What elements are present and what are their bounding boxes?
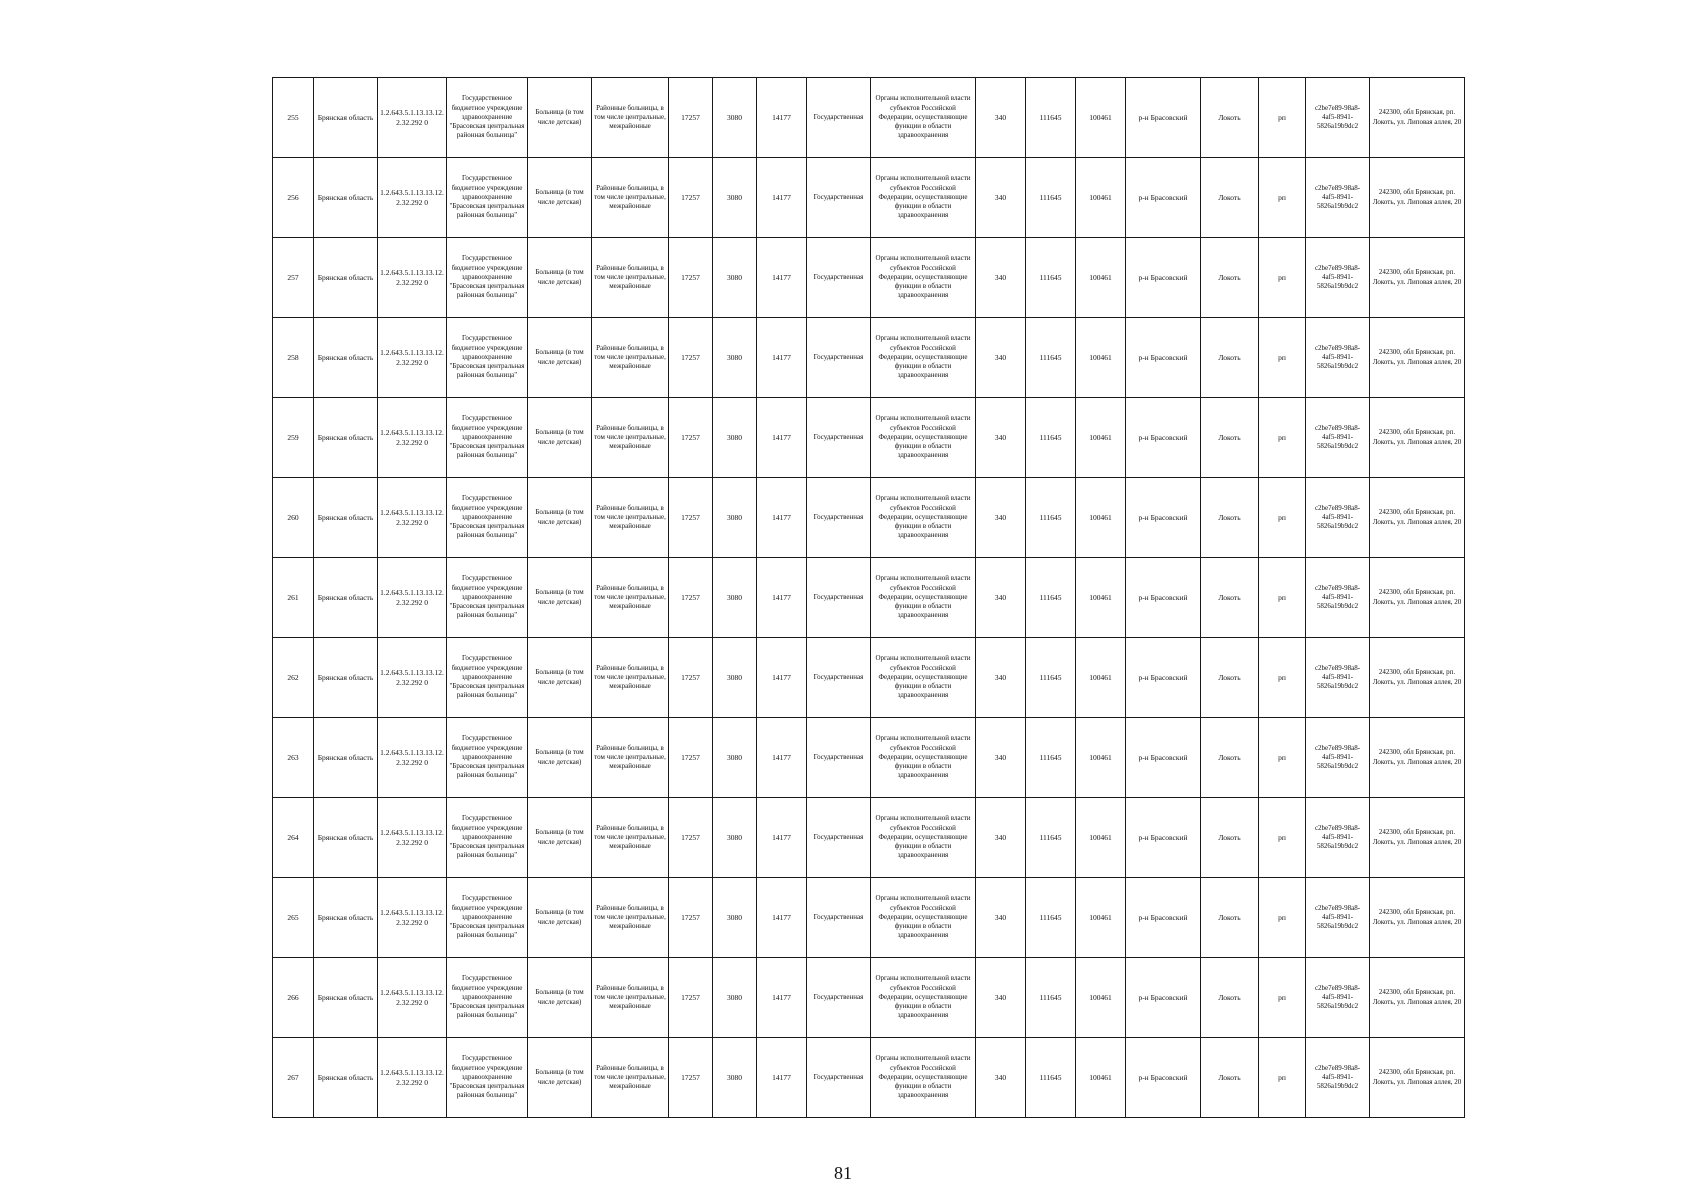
number-cell-6: 100461 <box>1076 1038 1126 1118</box>
district-cell: р-н Брасовский <box>1126 398 1201 478</box>
authority-cell: Органы исполнительной власти субъектов Российской Федерации, осуществляющие функции в области здравоохранения <box>871 478 976 558</box>
row-number-cell: 255 <box>273 78 314 158</box>
number-cell-6: 100461 <box>1076 638 1126 718</box>
locality-cell: Локоть <box>1201 238 1259 318</box>
number-cell-5: 111645 <box>1026 1038 1076 1118</box>
number-cell-3: 14177 <box>757 398 807 478</box>
address-cell: 242300, обл Брянская, рп. Локоть, ул. Липовая аллея, 20 <box>1370 958 1465 1038</box>
row-number-cell: 258 <box>273 318 314 398</box>
district-cell: р-н Брасовский <box>1126 558 1201 638</box>
number-cell-4: 340 <box>976 558 1026 638</box>
org-name-cell: Государственное бюджетное учреждение здравоохранение "Брасовская центральная районная больница" <box>447 638 528 718</box>
facility-type-cell: Больница (в том числе детская) <box>528 78 592 158</box>
number-cell-4: 340 <box>976 238 1026 318</box>
facility-type-cell: Больница (в том числе детская) <box>528 638 592 718</box>
row-number-cell: 262 <box>273 638 314 718</box>
ownership-cell: Государственная <box>807 398 871 478</box>
number-cell-4: 340 <box>976 158 1026 238</box>
address-cell: 242300, обл Брянская, рп. Локоть, ул. Липовая аллея, 20 <box>1370 718 1465 798</box>
region-cell: Брянская область <box>314 798 378 878</box>
facility-kind-cell: Районные больницы, в том числе центральные, межрайонные <box>592 878 669 958</box>
number-cell-1: 17257 <box>669 78 713 158</box>
region-cell: Брянская область <box>314 1038 378 1118</box>
region-cell: Брянская область <box>314 158 378 238</box>
number-cell-5: 111645 <box>1026 958 1076 1038</box>
number-cell-6: 100461 <box>1076 238 1126 318</box>
org-name-cell: Государственное бюджетное учреждение здравоохранение "Брасовская центральная районная больница" <box>447 478 528 558</box>
org-code-cell: 1.2.643.5.1.13.13.12.2.32.292 0 <box>378 638 447 718</box>
ownership-cell: Государственная <box>807 638 871 718</box>
district-cell: р-н Брасовский <box>1126 158 1201 238</box>
row-number-cell: 260 <box>273 478 314 558</box>
facility-kind-cell: Районные больницы, в том числе центральные, межрайонные <box>592 558 669 638</box>
facility-kind-cell: Районные больницы, в том числе центральные, межрайонные <box>592 1038 669 1118</box>
locality-type-cell: рп <box>1259 638 1306 718</box>
guid-cell: c2be7e89-98a8-4af5-8941-5826a19b9dc2 <box>1306 798 1370 878</box>
locality-cell: Локоть <box>1201 1038 1259 1118</box>
number-cell-4: 340 <box>976 798 1026 878</box>
number-cell-2: 3080 <box>713 958 757 1038</box>
org-name-cell: Государственное бюджетное учреждение здравоохранение "Брасовская центральная районная больница" <box>447 718 528 798</box>
authority-cell: Органы исполнительной власти субъектов Российской Федерации, осуществляющие функции в области здравоохранения <box>871 158 976 238</box>
table-row <box>273 158 1465 238</box>
ownership-cell: Государственная <box>807 718 871 798</box>
number-cell-3: 14177 <box>757 158 807 238</box>
org-code-cell: 1.2.643.5.1.13.13.12.2.32.292 0 <box>378 878 447 958</box>
facility-kind-cell: Районные больницы, в том числе центральные, межрайонные <box>592 718 669 798</box>
district-cell: р-н Брасовский <box>1126 638 1201 718</box>
org-code-cell: 1.2.643.5.1.13.13.12.2.32.292 0 <box>378 1038 447 1118</box>
org-name-cell: Государственное бюджетное учреждение здравоохранение "Брасовская центральная районная больница" <box>447 558 528 638</box>
org-name-cell: Государственное бюджетное учреждение здравоохранение "Брасовская центральная районная больница" <box>447 318 528 398</box>
ownership-cell: Государственная <box>807 478 871 558</box>
number-cell-3: 14177 <box>757 718 807 798</box>
number-cell-1: 17257 <box>669 1038 713 1118</box>
number-cell-5: 111645 <box>1026 638 1076 718</box>
region-cell: Брянская область <box>314 238 378 318</box>
locality-type-cell: рп <box>1259 78 1306 158</box>
address-cell: 242300, обл Брянская, рп. Локоть, ул. Липовая аллея, 20 <box>1370 478 1465 558</box>
number-cell-4: 340 <box>976 718 1026 798</box>
ownership-cell: Государственная <box>807 878 871 958</box>
number-cell-1: 17257 <box>669 718 713 798</box>
facility-kind-cell: Районные больницы, в том числе центральные, межрайонные <box>592 318 669 398</box>
number-cell-5: 111645 <box>1026 398 1076 478</box>
guid-cell: c2be7e89-98a8-4af5-8941-5826a19b9dc2 <box>1306 238 1370 318</box>
facility-kind-cell: Районные больницы, в том числе центральные, межрайонные <box>592 478 669 558</box>
number-cell-4: 340 <box>976 318 1026 398</box>
number-cell-6: 100461 <box>1076 158 1126 238</box>
org-name-cell: Государственное бюджетное учреждение здравоохранение "Брасовская центральная районная больница" <box>447 238 528 318</box>
region-cell: Брянская область <box>314 478 378 558</box>
number-cell-1: 17257 <box>669 318 713 398</box>
locality-cell: Локоть <box>1201 718 1259 798</box>
number-cell-3: 14177 <box>757 1038 807 1118</box>
facility-type-cell: Больница (в том числе детская) <box>528 718 592 798</box>
region-cell: Брянская область <box>314 558 378 638</box>
number-cell-1: 17257 <box>669 398 713 478</box>
ownership-cell: Государственная <box>807 958 871 1038</box>
number-cell-2: 3080 <box>713 798 757 878</box>
facility-type-cell: Больница (в том числе детская) <box>528 798 592 878</box>
address-cell: 242300, обл Брянская, рп. Локоть, ул. Липовая аллея, 20 <box>1370 318 1465 398</box>
number-cell-3: 14177 <box>757 238 807 318</box>
ownership-cell: Государственная <box>807 158 871 238</box>
org-name-cell: Государственное бюджетное учреждение здравоохранение "Брасовская центральная районная больница" <box>447 398 528 478</box>
table-row <box>273 398 1465 478</box>
number-cell-2: 3080 <box>713 78 757 158</box>
facility-type-cell: Больница (в том числе детская) <box>528 158 592 238</box>
number-cell-4: 340 <box>976 1038 1026 1118</box>
number-cell-2: 3080 <box>713 398 757 478</box>
row-number-cell: 257 <box>273 238 314 318</box>
row-number-cell: 265 <box>273 878 314 958</box>
org-name-cell: Государственное бюджетное учреждение здравоохранение "Брасовская центральная районная больница" <box>447 78 528 158</box>
number-cell-5: 111645 <box>1026 238 1076 318</box>
authority-cell: Органы исполнительной власти субъектов Российской Федерации, осуществляющие функции в области здравоохранения <box>871 1038 976 1118</box>
number-cell-3: 14177 <box>757 558 807 638</box>
district-cell: р-н Брасовский <box>1126 798 1201 878</box>
number-cell-5: 111645 <box>1026 478 1076 558</box>
locality-type-cell: рп <box>1259 558 1306 638</box>
facility-type-cell: Больница (в том числе детская) <box>528 558 592 638</box>
number-cell-2: 3080 <box>713 1038 757 1118</box>
guid-cell: c2be7e89-98a8-4af5-8941-5826a19b9dc2 <box>1306 718 1370 798</box>
number-cell-5: 111645 <box>1026 878 1076 958</box>
number-cell-1: 17257 <box>669 558 713 638</box>
table-row <box>273 78 1465 158</box>
guid-cell: c2be7e89-98a8-4af5-8941-5826a19b9dc2 <box>1306 1038 1370 1118</box>
ownership-cell: Государственная <box>807 1038 871 1118</box>
org-code-cell: 1.2.643.5.1.13.13.12.2.32.292 0 <box>378 958 447 1038</box>
authority-cell: Органы исполнительной власти субъектов Российской Федерации, осуществляющие функции в области здравоохранения <box>871 318 976 398</box>
number-cell-4: 340 <box>976 638 1026 718</box>
org-name-cell: Государственное бюджетное учреждение здравоохранение "Брасовская центральная районная больница" <box>447 958 528 1038</box>
org-name-cell: Государственное бюджетное учреждение здравоохранение "Брасовская центральная районная больница" <box>447 878 528 958</box>
address-cell: 242300, обл Брянская, рп. Локоть, ул. Липовая аллея, 20 <box>1370 558 1465 638</box>
number-cell-1: 17257 <box>669 478 713 558</box>
address-cell: 242300, обл Брянская, рп. Локоть, ул. Липовая аллея, 20 <box>1370 1038 1465 1118</box>
facility-type-cell: Больница (в том числе детская) <box>528 958 592 1038</box>
facility-type-cell: Больница (в том числе детская) <box>528 478 592 558</box>
org-code-cell: 1.2.643.5.1.13.13.12.2.32.292 0 <box>378 318 447 398</box>
address-cell: 242300, обл Брянская, рп. Локоть, ул. Липовая аллея, 20 <box>1370 878 1465 958</box>
locality-type-cell: рп <box>1259 398 1306 478</box>
number-cell-3: 14177 <box>757 878 807 958</box>
row-number-cell: 263 <box>273 718 314 798</box>
number-cell-4: 340 <box>976 398 1026 478</box>
locality-cell: Локоть <box>1201 638 1259 718</box>
region-cell: Брянская область <box>314 958 378 1038</box>
authority-cell: Органы исполнительной власти субъектов Российской Федерации, осуществляющие функции в области здравоохранения <box>871 878 976 958</box>
authority-cell: Органы исполнительной власти субъектов Российской Федерации, осуществляющие функции в области здравоохранения <box>871 638 976 718</box>
locality-cell: Локоть <box>1201 558 1259 638</box>
number-cell-4: 340 <box>976 478 1026 558</box>
facility-type-cell: Больница (в том числе детская) <box>528 878 592 958</box>
guid-cell: c2be7e89-98a8-4af5-8941-5826a19b9dc2 <box>1306 318 1370 398</box>
table-row <box>273 878 1465 958</box>
number-cell-3: 14177 <box>757 78 807 158</box>
address-cell: 242300, обл Брянская, рп. Локоть, ул. Липовая аллея, 20 <box>1370 238 1465 318</box>
org-name-cell: Государственное бюджетное учреждение здравоохранение "Брасовская центральная районная больница" <box>447 158 528 238</box>
facility-kind-cell: Районные больницы, в том числе центральные, межрайонные <box>592 158 669 238</box>
facility-type-cell: Больница (в том числе детская) <box>528 318 592 398</box>
locality-type-cell: рп <box>1259 478 1306 558</box>
table-row <box>273 318 1465 398</box>
locality-cell: Локоть <box>1201 798 1259 878</box>
number-cell-6: 100461 <box>1076 78 1126 158</box>
org-code-cell: 1.2.643.5.1.13.13.12.2.32.292 0 <box>378 798 447 878</box>
org-code-cell: 1.2.643.5.1.13.13.12.2.32.292 0 <box>378 478 447 558</box>
number-cell-5: 111645 <box>1026 78 1076 158</box>
number-cell-6: 100461 <box>1076 798 1126 878</box>
facility-kind-cell: Районные больницы, в том числе центральные, межрайонные <box>592 398 669 478</box>
number-cell-6: 100461 <box>1076 718 1126 798</box>
address-cell: 242300, обл Брянская, рп. Локоть, ул. Липовая аллея, 20 <box>1370 638 1465 718</box>
district-cell: р-н Брасовский <box>1126 78 1201 158</box>
locality-cell: Локоть <box>1201 318 1259 398</box>
table-row <box>273 238 1465 318</box>
authority-cell: Органы исполнительной власти субъектов Российской Федерации, осуществляющие функции в области здравоохранения <box>871 958 976 1038</box>
row-number-cell: 267 <box>273 1038 314 1118</box>
authority-cell: Органы исполнительной власти субъектов Российской Федерации, осуществляющие функции в области здравоохранения <box>871 718 976 798</box>
number-cell-5: 111645 <box>1026 718 1076 798</box>
guid-cell: c2be7e89-98a8-4af5-8941-5826a19b9dc2 <box>1306 878 1370 958</box>
number-cell-4: 340 <box>976 78 1026 158</box>
number-cell-2: 3080 <box>713 238 757 318</box>
guid-cell: c2be7e89-98a8-4af5-8941-5826a19b9dc2 <box>1306 638 1370 718</box>
number-cell-5: 111645 <box>1026 798 1076 878</box>
locality-type-cell: рп <box>1259 158 1306 238</box>
guid-cell: c2be7e89-98a8-4af5-8941-5826a19b9dc2 <box>1306 78 1370 158</box>
address-cell: 242300, обл Брянская, рп. Локоть, ул. Липовая аллея, 20 <box>1370 398 1465 478</box>
number-cell-2: 3080 <box>713 558 757 638</box>
ownership-cell: Государственная <box>807 238 871 318</box>
locality-cell: Локоть <box>1201 958 1259 1038</box>
page-number: 81 <box>834 1163 852 1183</box>
number-cell-1: 17257 <box>669 798 713 878</box>
locality-type-cell: рп <box>1259 958 1306 1038</box>
guid-cell: c2be7e89-98a8-4af5-8941-5826a19b9dc2 <box>1306 958 1370 1038</box>
number-cell-3: 14177 <box>757 798 807 878</box>
district-cell: р-н Брасовский <box>1126 238 1201 318</box>
region-cell: Брянская область <box>314 638 378 718</box>
table-row <box>273 1038 1465 1118</box>
org-code-cell: 1.2.643.5.1.13.13.12.2.32.292 0 <box>378 238 447 318</box>
guid-cell: c2be7e89-98a8-4af5-8941-5826a19b9dc2 <box>1306 478 1370 558</box>
guid-cell: c2be7e89-98a8-4af5-8941-5826a19b9dc2 <box>1306 558 1370 638</box>
guid-cell: c2be7e89-98a8-4af5-8941-5826a19b9dc2 <box>1306 398 1370 478</box>
ownership-cell: Государственная <box>807 318 871 398</box>
number-cell-2: 3080 <box>713 158 757 238</box>
number-cell-3: 14177 <box>757 318 807 398</box>
ownership-cell: Государственная <box>807 78 871 158</box>
number-cell-5: 111645 <box>1026 158 1076 238</box>
ownership-cell: Государственная <box>807 798 871 878</box>
facility-kind-cell: Районные больницы, в том числе центральные, межрайонные <box>592 958 669 1038</box>
row-number-cell: 256 <box>273 158 314 238</box>
address-cell: 242300, обл Брянская, рп. Локоть, ул. Липовая аллея, 20 <box>1370 798 1465 878</box>
locality-cell: Локоть <box>1201 478 1259 558</box>
facility-type-cell: Больница (в том числе детская) <box>528 1038 592 1118</box>
district-cell: р-н Брасовский <box>1126 1038 1201 1118</box>
authority-cell: Органы исполнительной власти субъектов Российской Федерации, осуществляющие функции в области здравоохранения <box>871 78 976 158</box>
org-name-cell: Государственное бюджетное учреждение здравоохранение "Брасовская центральная районная больница" <box>447 798 528 878</box>
district-cell: р-н Брасовский <box>1126 318 1201 398</box>
number-cell-2: 3080 <box>713 478 757 558</box>
number-cell-4: 340 <box>976 958 1026 1038</box>
number-cell-6: 100461 <box>1076 398 1126 478</box>
locality-cell: Локоть <box>1201 158 1259 238</box>
number-cell-6: 100461 <box>1076 558 1126 638</box>
org-code-cell: 1.2.643.5.1.13.13.12.2.32.292 0 <box>378 398 447 478</box>
number-cell-2: 3080 <box>713 318 757 398</box>
number-cell-3: 14177 <box>757 638 807 718</box>
locality-type-cell: рп <box>1259 798 1306 878</box>
locality-cell: Локоть <box>1201 878 1259 958</box>
org-code-cell: 1.2.643.5.1.13.13.12.2.32.292 0 <box>378 718 447 798</box>
facility-kind-cell: Районные больницы, в том числе центральные, межрайонные <box>592 638 669 718</box>
facility-type-cell: Больница (в том числе детская) <box>528 398 592 478</box>
table-row <box>273 558 1465 638</box>
number-cell-5: 111645 <box>1026 318 1076 398</box>
number-cell-1: 17257 <box>669 158 713 238</box>
authority-cell: Органы исполнительной власти субъектов Российской Федерации, осуществляющие функции в области здравоохранения <box>871 238 976 318</box>
number-cell-6: 100461 <box>1076 318 1126 398</box>
org-name-cell: Государственное бюджетное учреждение здравоохранение "Брасовская центральная районная больница" <box>447 1038 528 1118</box>
number-cell-1: 17257 <box>669 238 713 318</box>
org-code-cell: 1.2.643.5.1.13.13.12.2.32.292 0 <box>378 158 447 238</box>
row-number-cell: 261 <box>273 558 314 638</box>
locality-type-cell: рп <box>1259 318 1306 398</box>
number-cell-1: 17257 <box>669 638 713 718</box>
region-cell: Брянская область <box>314 78 378 158</box>
locality-cell: Локоть <box>1201 398 1259 478</box>
number-cell-3: 14177 <box>757 478 807 558</box>
number-cell-4: 340 <box>976 878 1026 958</box>
number-cell-2: 3080 <box>713 638 757 718</box>
locality-type-cell: рп <box>1259 1038 1306 1118</box>
table-row <box>273 798 1465 878</box>
authority-cell: Органы исполнительной власти субъектов Российской Федерации, осуществляющие функции в области здравоохранения <box>871 398 976 478</box>
number-cell-2: 3080 <box>713 718 757 798</box>
region-cell: Брянская область <box>314 718 378 798</box>
number-cell-6: 100461 <box>1076 958 1126 1038</box>
authority-cell: Органы исполнительной власти субъектов Российской Федерации, осуществляющие функции в области здравоохранения <box>871 558 976 638</box>
registry-body <box>273 78 1465 1118</box>
region-cell: Брянская область <box>314 878 378 958</box>
org-code-cell: 1.2.643.5.1.13.13.12.2.32.292 0 <box>378 78 447 158</box>
locality-type-cell: рп <box>1259 718 1306 798</box>
table-row <box>273 718 1465 798</box>
district-cell: р-н Брасовский <box>1126 718 1201 798</box>
region-cell: Брянская область <box>314 318 378 398</box>
table-row <box>273 638 1465 718</box>
table-row <box>273 958 1465 1038</box>
authority-cell: Органы исполнительной власти субъектов Российской Федерации, осуществляющие функции в области здравоохранения <box>871 798 976 878</box>
number-cell-6: 100461 <box>1076 878 1126 958</box>
address-cell: 242300, обл Брянская, рп. Локоть, ул. Липовая аллея, 20 <box>1370 78 1465 158</box>
number-cell-5: 111645 <box>1026 558 1076 638</box>
locality-type-cell: рп <box>1259 238 1306 318</box>
number-cell-2: 3080 <box>713 878 757 958</box>
ownership-cell: Государственная <box>807 558 871 638</box>
address-cell: 242300, обл Брянская, рп. Локоть, ул. Липовая аллея, 20 <box>1370 158 1465 238</box>
number-cell-6: 100461 <box>1076 478 1126 558</box>
number-cell-3: 14177 <box>757 958 807 1038</box>
district-cell: р-н Брасовский <box>1126 958 1201 1038</box>
facility-kind-cell: Районные больницы, в том числе центральные, межрайонные <box>592 78 669 158</box>
row-number-cell: 266 <box>273 958 314 1038</box>
guid-cell: c2be7e89-98a8-4af5-8941-5826a19b9dc2 <box>1306 158 1370 238</box>
district-cell: р-н Брасовский <box>1126 478 1201 558</box>
facility-type-cell: Больница (в том числе детская) <box>528 238 592 318</box>
number-cell-1: 17257 <box>669 878 713 958</box>
locality-type-cell: рп <box>1259 878 1306 958</box>
org-code-cell: 1.2.643.5.1.13.13.12.2.32.292 0 <box>378 558 447 638</box>
row-number-cell: 264 <box>273 798 314 878</box>
district-cell: р-н Брасовский <box>1126 878 1201 958</box>
table-row <box>273 478 1465 558</box>
row-number-cell: 259 <box>273 398 314 478</box>
number-cell-1: 17257 <box>669 958 713 1038</box>
locality-cell: Локоть <box>1201 78 1259 158</box>
facility-kind-cell: Районные больницы, в том числе центральные, межрайонные <box>592 798 669 878</box>
region-cell: Брянская область <box>314 398 378 478</box>
facility-kind-cell: Районные больницы, в том числе центральные, межрайонные <box>592 238 669 318</box>
registry-table <box>272 77 1465 1118</box>
